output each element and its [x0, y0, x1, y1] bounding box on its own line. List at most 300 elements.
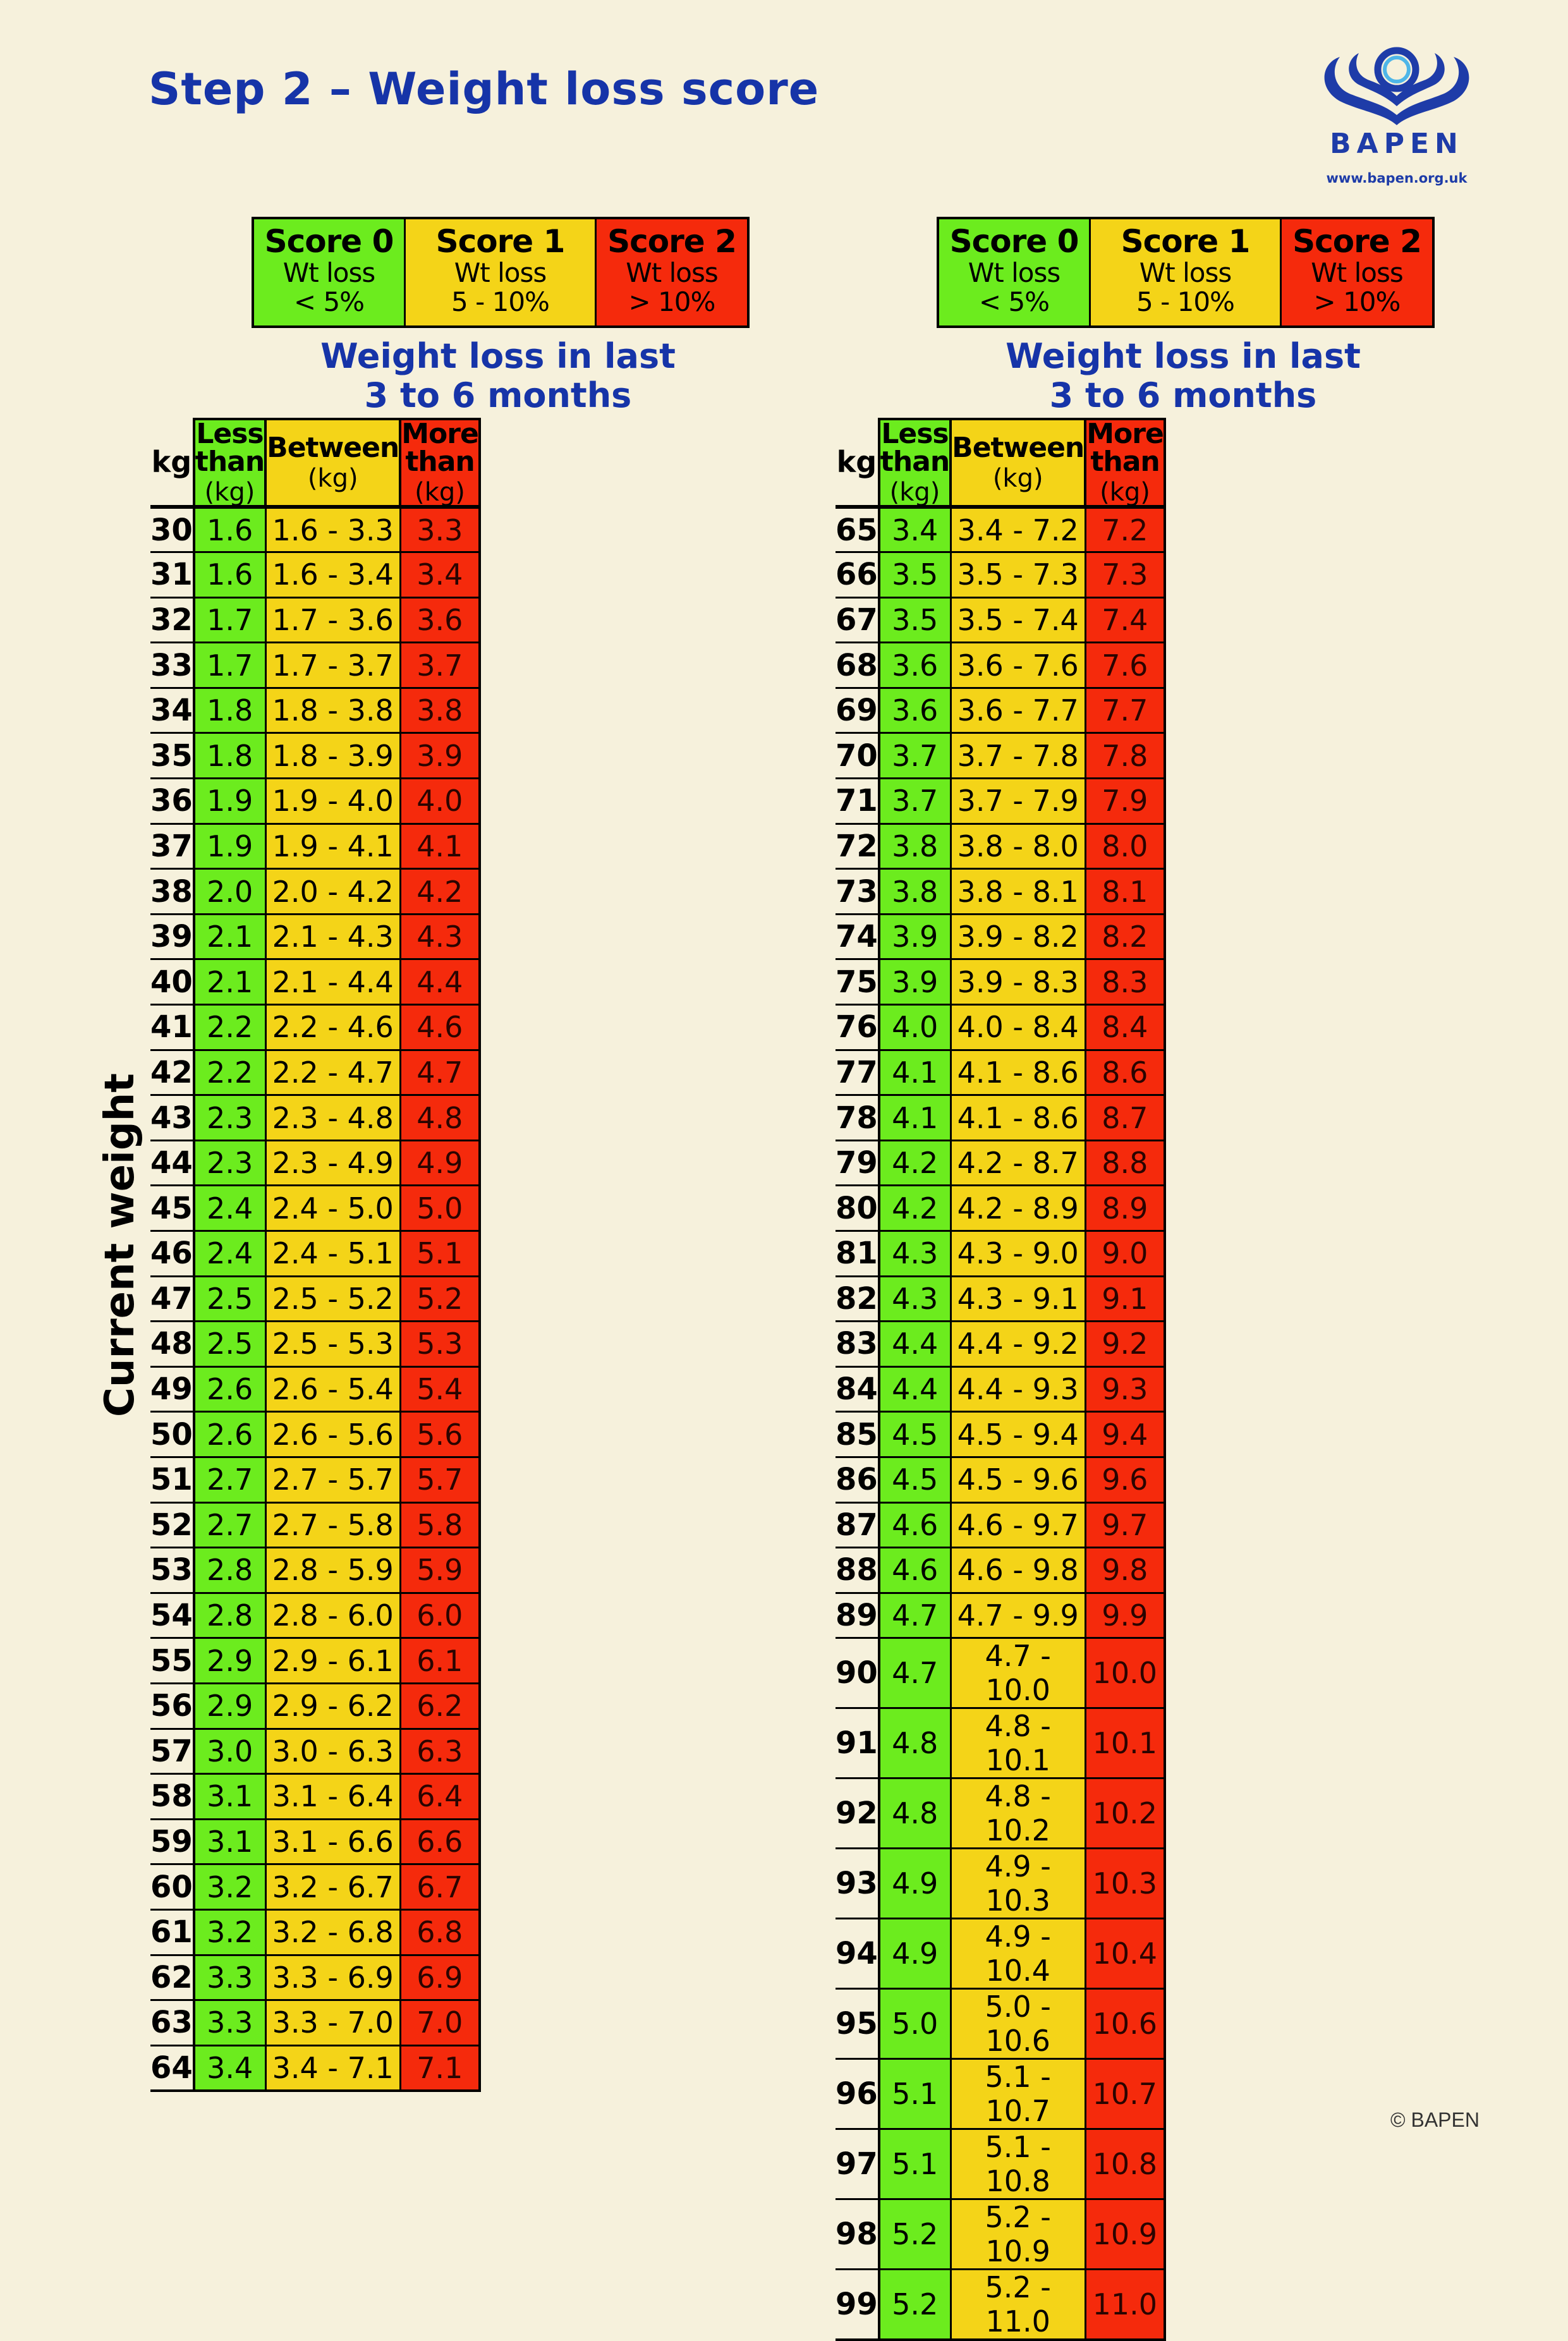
less-than-cell: 2.8 [194, 1548, 265, 1593]
more-than-cell: 3.6 [400, 597, 480, 643]
more-than-cell: 7.1 [400, 2045, 480, 2091]
weight-cell: 53 [150, 1548, 194, 1593]
between-cell: 4.3 - 9.1 [951, 1276, 1085, 1322]
table-row [150, 1819, 480, 1864]
table-row [836, 1593, 1165, 1638]
table-row [150, 1412, 480, 1457]
less-than-cell: 3.3 [194, 2000, 265, 2046]
between-cell: 3.9 - 8.2 [951, 914, 1085, 959]
weight-cell: 41 [150, 1005, 194, 1050]
more-than-cell: 4.7 [400, 1050, 480, 1095]
weight-cell: 34 [150, 688, 194, 733]
table-row [836, 1412, 1165, 1457]
table-body [836, 507, 1165, 2340]
bapen-logo [1315, 44, 1479, 196]
between-cell: 4.9 - 10.4 [951, 1919, 1085, 1989]
weight-cell: 79 [836, 1140, 879, 1186]
less-than-cell: 4.6 [879, 1548, 951, 1593]
between-cell: 3.8 - 8.1 [951, 869, 1085, 915]
score-line: Wt loss [283, 257, 375, 288]
table-row [836, 1548, 1165, 1593]
less-than-cell: 4.5 [879, 1457, 951, 1502]
weight-cell: 33 [150, 643, 194, 688]
header-title: More than [1086, 418, 1164, 478]
more-than-cell: 3.8 [400, 688, 480, 733]
less-than-cell: 3.9 [879, 914, 951, 959]
more-than-cell: 6.8 [400, 1909, 480, 1955]
table-row [150, 2000, 480, 2046]
less-than-cell: 2.1 [194, 959, 265, 1005]
between-cell: 2.4 - 5.1 [265, 1231, 400, 1277]
less-than-cell: 3.0 [194, 1729, 265, 1774]
more-than-cell: 6.6 [400, 1819, 480, 1864]
between-cell: 4.3 - 9.0 [951, 1231, 1085, 1277]
between-cell: 4.2 - 8.7 [951, 1140, 1085, 1186]
more-than-cell: 6.0 [400, 1593, 480, 1638]
between-cell: 1.8 - 3.8 [265, 688, 400, 733]
weight-cell: 39 [150, 914, 194, 959]
table-row [150, 1005, 480, 1050]
table-row [150, 1457, 480, 1502]
less-than-cell: 2.4 [194, 1231, 265, 1277]
less-than-cell: 2.4 [194, 1186, 265, 1231]
table-row [150, 597, 480, 643]
more-than-cell: 10.2 [1085, 1779, 1165, 1849]
less-than-cell: 1.9 [194, 779, 265, 824]
more-than-cell: 4.8 [400, 1095, 480, 1141]
more-than-cell: 5.1 [400, 1231, 480, 1277]
weight-cell: 74 [836, 914, 879, 959]
weight-cell: 86 [836, 1457, 879, 1502]
header-unit: (kg) [889, 478, 940, 507]
weight-table-right [836, 418, 1166, 2341]
score-line: > 10% [628, 286, 715, 317]
score-1-box [1091, 219, 1282, 325]
table-row [836, 1457, 1165, 1502]
table-row [836, 1140, 1165, 1186]
less-than-cell: 4.1 [879, 1050, 951, 1095]
weight-cell: 97 [836, 2129, 879, 2199]
between-cell: 3.4 - 7.1 [265, 2045, 400, 2091]
table-row [836, 1638, 1165, 1708]
weight-cell: 96 [836, 2059, 879, 2129]
between-cell: 3.5 - 7.4 [951, 597, 1085, 643]
table-row [150, 959, 480, 1005]
more-than-cell: 8.1 [1085, 869, 1165, 915]
more-than-cell: 4.3 [400, 914, 480, 959]
subtitle-line: Weight loss in last [1006, 336, 1361, 376]
weight-cell: 64 [150, 2045, 194, 2091]
score-legend [937, 217, 1435, 328]
more-than-cell: 10.8 [1085, 2129, 1165, 2199]
weight-cell: 81 [836, 1231, 879, 1277]
more-than-cell: 4.1 [400, 824, 480, 869]
table-row [836, 552, 1165, 598]
less-than-header [194, 419, 265, 507]
more-than-cell: 6.2 [400, 1683, 480, 1729]
score-line: Wt loss [968, 257, 1061, 288]
table-body [150, 507, 480, 2091]
score-title: Score 1 [435, 223, 565, 260]
table-row [150, 824, 480, 869]
between-cell: 3.4 - 7.2 [951, 507, 1085, 552]
score-2-box [597, 219, 747, 325]
less-than-cell: 3.7 [879, 779, 951, 824]
less-than-cell: 5.2 [879, 2270, 951, 2340]
table-row [836, 1779, 1165, 1849]
weight-cell: 72 [836, 824, 879, 869]
table-row [836, 824, 1165, 869]
between-cell: 2.3 - 4.9 [265, 1140, 400, 1186]
more-than-cell: 5.3 [400, 1322, 480, 1367]
weight-cell: 32 [150, 597, 194, 643]
table-row [150, 643, 480, 688]
weight-cell: 78 [836, 1095, 879, 1141]
header-title: Between [267, 432, 399, 464]
table-row [836, 1708, 1165, 1779]
more-than-cell: 8.0 [1085, 824, 1165, 869]
less-than-cell: 4.2 [879, 1186, 951, 1231]
between-cell: 2.5 - 5.3 [265, 1322, 400, 1367]
between-cell: 4.0 - 8.4 [951, 1005, 1085, 1050]
between-cell: 3.7 - 7.8 [951, 733, 1085, 779]
less-than-cell: 4.8 [879, 1779, 951, 1849]
more-than-cell: 6.1 [400, 1638, 480, 1684]
weight-cell: 77 [836, 1050, 879, 1095]
between-cell: 3.3 - 6.9 [265, 1955, 400, 2000]
header-unit: (kg) [415, 478, 465, 507]
weight-cell: 76 [836, 1005, 879, 1050]
between-cell: 3.5 - 7.3 [951, 552, 1085, 598]
weight-cell: 58 [150, 1774, 194, 1820]
between-cell: 2.8 - 6.0 [265, 1593, 400, 1638]
more-than-cell: 4.2 [400, 869, 480, 915]
less-than-cell: 3.9 [879, 959, 951, 1005]
header-title: Less than [880, 418, 950, 478]
table-row [150, 1909, 480, 1955]
table-row [836, 643, 1165, 688]
table-row [150, 507, 480, 552]
table-row [150, 1638, 480, 1684]
table-row [150, 1955, 480, 2000]
less-than-cell: 1.6 [194, 552, 265, 598]
score-line: 5 - 10% [451, 286, 549, 317]
more-than-cell: 10.4 [1085, 1919, 1165, 1989]
table-row [150, 1593, 480, 1638]
weight-cell: 57 [150, 1729, 194, 1774]
between-cell: 5.2 - 10.9 [951, 2199, 1085, 2270]
between-cell: 4.6 - 9.8 [951, 1548, 1085, 1593]
table-row [150, 1864, 480, 1910]
table-row [150, 1140, 480, 1186]
score-line: 5 - 10% [1136, 286, 1234, 317]
header-title: More than [401, 418, 478, 478]
weight-cell: 65 [836, 507, 879, 552]
between-cell: 4.7 - 9.9 [951, 1593, 1085, 1638]
weight-cell: 59 [150, 1819, 194, 1864]
kg-header: kg [150, 419, 194, 507]
weight-cell: 98 [836, 2199, 879, 2270]
more-than-cell: 6.9 [400, 1955, 480, 2000]
less-than-cell: 3.6 [879, 688, 951, 733]
less-than-cell: 4.7 [879, 1638, 951, 1708]
between-cell: 2.0 - 4.2 [265, 869, 400, 915]
more-than-cell: 7.0 [400, 2000, 480, 2046]
header-unit: (kg) [1100, 478, 1150, 507]
less-than-cell: 5.1 [879, 2129, 951, 2199]
between-cell: 3.6 - 7.6 [951, 643, 1085, 688]
weight-cell: 51 [150, 1457, 194, 1502]
score-line: < 5% [978, 286, 1050, 317]
table-row [836, 688, 1165, 733]
table-row [836, 1095, 1165, 1141]
between-cell: 4.1 - 8.6 [951, 1095, 1085, 1141]
less-than-cell: 3.2 [194, 1909, 265, 1955]
table-row [836, 779, 1165, 824]
more-than-cell: 7.2 [1085, 507, 1165, 552]
less-than-cell: 4.3 [879, 1231, 951, 1277]
between-cell: 4.9 - 10.3 [951, 1849, 1085, 1919]
weight-cell: 48 [150, 1322, 194, 1367]
between-cell: 2.9 - 6.1 [265, 1638, 400, 1684]
between-cell: 2.9 - 6.2 [265, 1683, 400, 1729]
weight-cell: 73 [836, 869, 879, 915]
weight-cell: 99 [836, 2270, 879, 2340]
weight-cell: 90 [836, 1638, 879, 1708]
weight-cell: 87 [836, 1502, 879, 1548]
table-row [836, 1231, 1165, 1277]
page-title: Step 2 – Weight loss score [149, 63, 820, 115]
less-than-cell: 3.4 [194, 2045, 265, 2091]
less-than-cell: 1.7 [194, 643, 265, 688]
weight-cell: 61 [150, 1909, 194, 1955]
less-than-cell: 4.9 [879, 1919, 951, 1989]
less-than-cell: 4.4 [879, 1322, 951, 1367]
more-than-cell: 10.7 [1085, 2059, 1165, 2129]
more-than-cell: 7.3 [1085, 552, 1165, 598]
logo-url: www.bapen.org.uk [1326, 171, 1468, 186]
less-than-cell: 4.7 [879, 1593, 951, 1638]
more-than-cell: 9.0 [1085, 1231, 1165, 1277]
more-than-cell: 5.6 [400, 1412, 480, 1457]
less-than-cell: 4.2 [879, 1140, 951, 1186]
more-than-cell: 3.3 [400, 507, 480, 552]
weight-cell: 70 [836, 733, 879, 779]
score-2-box [1282, 219, 1432, 325]
less-than-cell: 3.1 [194, 1774, 265, 1820]
between-cell: 4.4 - 9.2 [951, 1322, 1085, 1367]
more-than-header [1085, 419, 1165, 507]
between-cell: 1.7 - 3.7 [265, 643, 400, 688]
weight-cell: 91 [836, 1708, 879, 1779]
table-row [836, 507, 1165, 552]
more-than-cell: 8.9 [1085, 1186, 1165, 1231]
more-than-cell: 9.1 [1085, 1276, 1165, 1322]
between-cell: 1.6 - 3.4 [265, 552, 400, 598]
score-0-box [254, 219, 406, 325]
more-than-cell: 4.4 [400, 959, 480, 1005]
more-than-cell: 3.7 [400, 643, 480, 688]
more-than-cell: 5.8 [400, 1502, 480, 1548]
score-line: Wt loss [1311, 257, 1403, 288]
weight-cell: 49 [150, 1366, 194, 1412]
less-than-cell: 4.0 [879, 1005, 951, 1050]
less-than-cell: 2.9 [194, 1638, 265, 1684]
bapen-logo-icon [1315, 44, 1479, 126]
weight-cell: 35 [150, 733, 194, 779]
table-row [150, 1322, 480, 1367]
between-cell: 4.7 - 10.0 [951, 1638, 1085, 1708]
table-row [150, 1095, 480, 1141]
score-1-box [406, 219, 597, 325]
table-row [150, 914, 480, 959]
table-row [836, 1502, 1165, 1548]
table-row [836, 1322, 1165, 1367]
less-than-cell: 2.7 [194, 1457, 265, 1502]
between-cell: 2.1 - 4.4 [265, 959, 400, 1005]
table-row [150, 1366, 480, 1412]
more-than-cell: 11.0 [1085, 2270, 1165, 2340]
less-than-header [879, 419, 951, 507]
weight-cell: 68 [836, 643, 879, 688]
more-than-cell: 10.1 [1085, 1708, 1165, 1779]
between-cell: 4.8 - 10.1 [951, 1708, 1085, 1779]
table-row [836, 1366, 1165, 1412]
weight-cell: 88 [836, 1548, 879, 1593]
weight-cell: 66 [836, 552, 879, 598]
subtitle-line: 3 to 6 months [364, 375, 632, 415]
more-than-cell: 10.9 [1085, 2199, 1165, 2270]
more-than-cell: 8.3 [1085, 959, 1165, 1005]
between-cell: 1.8 - 3.9 [265, 733, 400, 779]
between-cell: 4.8 - 10.2 [951, 1779, 1085, 1849]
between-cell: 4.1 - 8.6 [951, 1050, 1085, 1095]
table-row [150, 779, 480, 824]
table-row [836, 2199, 1165, 2270]
more-than-cell: 7.8 [1085, 733, 1165, 779]
between-cell: 2.7 - 5.7 [265, 1457, 400, 1502]
table-row [150, 733, 480, 779]
between-cell: 4.5 - 9.4 [951, 1412, 1085, 1457]
more-than-cell: 5.0 [400, 1186, 480, 1231]
weight-cell: 69 [836, 688, 879, 733]
between-cell: 2.5 - 5.2 [265, 1276, 400, 1322]
table-row [150, 869, 480, 915]
table-row [836, 1186, 1165, 1231]
between-cell: 4.5 - 9.6 [951, 1457, 1085, 1502]
between-cell: 5.1 - 10.7 [951, 2059, 1085, 2129]
score-title: Score 2 [1292, 223, 1421, 260]
less-than-cell: 2.1 [194, 914, 265, 959]
between-cell: 3.3 - 7.0 [265, 2000, 400, 2046]
more-than-cell: 5.7 [400, 1457, 480, 1502]
weight-cell: 89 [836, 1593, 879, 1638]
weight-cell: 42 [150, 1050, 194, 1095]
weight-cell: 31 [150, 552, 194, 598]
weight-cell: 44 [150, 1140, 194, 1186]
score-line: Wt loss [1139, 257, 1232, 288]
current-weight-label: Current weight [97, 1073, 143, 1417]
more-than-cell: 7.6 [1085, 643, 1165, 688]
weight-cell: 80 [836, 1186, 879, 1231]
more-than-cell: 5.9 [400, 1548, 480, 1593]
between-cell: 3.0 - 6.3 [265, 1729, 400, 1774]
more-than-cell: 5.4 [400, 1366, 480, 1412]
weight-cell: 63 [150, 2000, 194, 2046]
more-than-header [400, 419, 480, 507]
more-than-cell: 10.3 [1085, 1849, 1165, 1919]
weight-cell: 43 [150, 1095, 194, 1141]
more-than-cell: 6.7 [400, 1864, 480, 1910]
less-than-cell: 2.5 [194, 1276, 265, 1322]
weight-cell: 40 [150, 959, 194, 1005]
more-than-cell: 7.4 [1085, 597, 1165, 643]
score-line: < 5% [293, 286, 365, 317]
less-than-cell: 2.9 [194, 1683, 265, 1729]
less-than-cell: 1.8 [194, 733, 265, 779]
more-than-cell: 8.8 [1085, 1140, 1165, 1186]
weight-cell: 47 [150, 1276, 194, 1322]
table-row [836, 1919, 1165, 1989]
score-title: Score 0 [264, 223, 394, 260]
score-0-box [939, 219, 1091, 325]
less-than-cell: 2.2 [194, 1005, 265, 1050]
table-row [836, 1989, 1165, 2059]
weight-cell: 36 [150, 779, 194, 824]
less-than-cell: 3.8 [879, 869, 951, 915]
less-than-cell: 1.6 [194, 507, 265, 552]
between-cell: 2.2 - 4.7 [265, 1050, 400, 1095]
between-cell: 3.9 - 8.3 [951, 959, 1085, 1005]
between-cell: 4.2 - 8.9 [951, 1186, 1085, 1231]
less-than-cell: 3.8 [879, 824, 951, 869]
score-line: Wt loss [454, 257, 547, 288]
table-row [836, 959, 1165, 1005]
between-cell: 1.9 - 4.0 [265, 779, 400, 824]
between-header [265, 419, 400, 507]
weight-cell: 56 [150, 1683, 194, 1729]
table-row [150, 1548, 480, 1593]
more-than-cell: 7.7 [1085, 688, 1165, 733]
header-title: Less than [195, 418, 265, 478]
weight-cell: 46 [150, 1231, 194, 1277]
weight-cell: 62 [150, 1955, 194, 2000]
less-than-cell: 2.6 [194, 1412, 265, 1457]
weight-cell: 67 [836, 597, 879, 643]
less-than-cell: 2.0 [194, 869, 265, 915]
between-cell: 3.1 - 6.6 [265, 1819, 400, 1864]
score-title: Score 1 [1121, 223, 1250, 260]
copyright-notice: © BAPEN [1390, 2108, 1480, 2131]
more-than-cell: 8.6 [1085, 1050, 1165, 1095]
less-than-cell: 4.1 [879, 1095, 951, 1141]
score-line: Wt loss [626, 257, 718, 288]
more-than-cell: 8.7 [1085, 1095, 1165, 1141]
more-than-cell: 9.9 [1085, 1593, 1165, 1638]
more-than-cell: 6.4 [400, 1774, 480, 1820]
less-than-cell: 2.8 [194, 1593, 265, 1638]
less-than-cell: 4.5 [879, 1412, 951, 1457]
table-row [150, 2045, 480, 2091]
between-cell: 1.9 - 4.1 [265, 824, 400, 869]
between-cell: 2.3 - 4.8 [265, 1095, 400, 1141]
subtitle-line: 3 to 6 months [1049, 375, 1317, 415]
score-title: Score 2 [607, 223, 736, 260]
table-row [150, 1186, 480, 1231]
between-cell: 2.4 - 5.0 [265, 1186, 400, 1231]
table-row [836, 2270, 1165, 2340]
more-than-cell: 7.9 [1085, 779, 1165, 824]
